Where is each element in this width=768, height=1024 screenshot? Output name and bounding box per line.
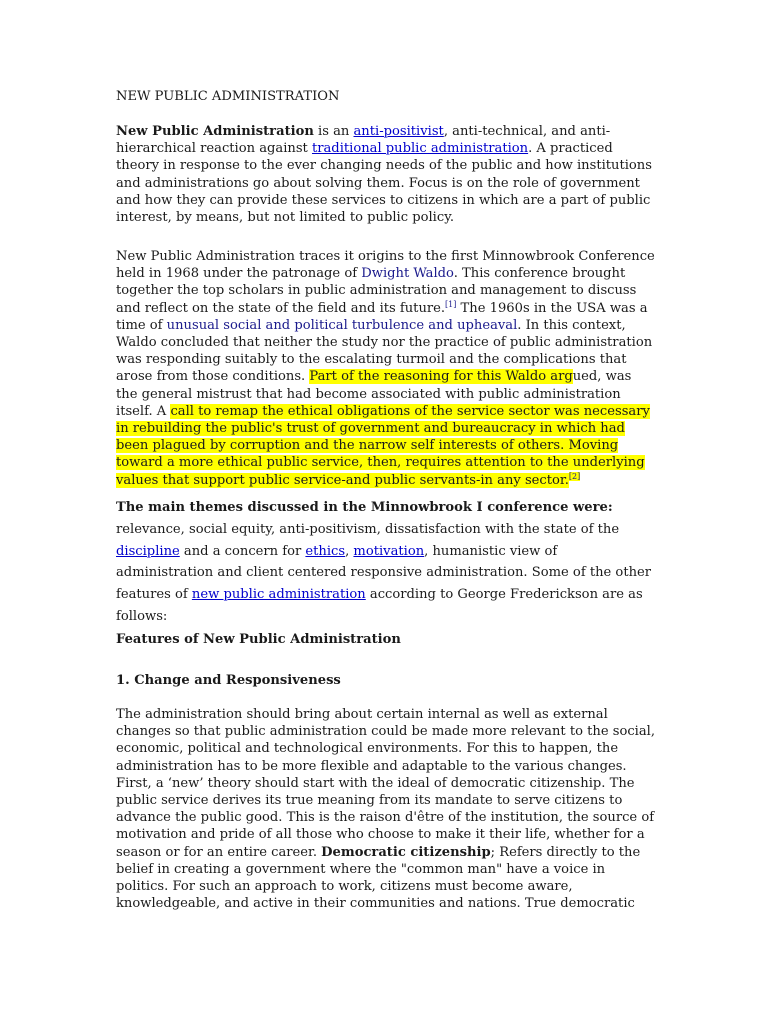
section-1-heading-text: 1. Change and Responsiveness	[116, 673, 341, 688]
intro-text-1: is an	[313, 124, 354, 139]
new-public-administration-link[interactable]: new public administration	[191, 587, 366, 603]
intro-paragraph	[116, 123, 656, 226]
origins-text-3: The 1960s in the USA was a time of	[116, 300, 648, 333]
themes-lead: The main themes discussed in the Minnowbrook I conference were:	[116, 500, 613, 515]
motivation-link[interactable]: motivation	[353, 543, 425, 559]
traditional-public-administration-link[interactable]: traditional public administration	[311, 141, 529, 157]
features-heading-text: Features of New Public Administration	[116, 632, 401, 647]
reference-1[interactable]: [1]	[445, 299, 457, 309]
intro-text-3: . A practiced theory in response to the ever changing needs of the public and how institutions and administrations go about solving them. Focus is on the role of government and how they can provide these services to citizens in which are a part of public interest, by means, but not limited to public policy.	[116, 141, 652, 226]
dwight-waldo-link[interactable]: Dwight Waldo	[361, 266, 454, 282]
themes-text-4: , humanistic view of administration and client centered responsive administration. Some of the other features of	[116, 543, 652, 603]
unusual-turbulence-link[interactable]: unusual social and political turbulence and upheaval	[166, 317, 518, 333]
ethics-link[interactable]: ethics	[305, 543, 346, 559]
discipline-link[interactable]: discipline	[116, 543, 180, 559]
origins-text-1: New Public Administration traces it origins to the first Minnowbrook Conference held in 1968 under the patronage of	[116, 249, 655, 282]
document-title: NEW PUBLIC ADMINISTRATION	[116, 89, 340, 104]
themes-text-5: according to George Frederickson are as follows:	[116, 587, 643, 624]
intro-text-2: , anti-technical, and anti-hierarchical reaction against	[116, 124, 611, 157]
themes-paragraph	[116, 497, 656, 628]
reference-2[interactable]: [2]	[568, 471, 581, 481]
features-heading	[116, 631, 656, 648]
origins-paragraph	[116, 248, 656, 489]
intro-term: New Public Administration	[116, 124, 314, 139]
origins-text-2: . This conference brought together the top scholars in public administration and management to discuss and reflect on the state of the field and its future.	[116, 266, 637, 316]
themes-text-2: and a concern for	[179, 543, 306, 559]
themes-text-1: relevance, social equity, anti-positivism, dissatisfaction with the state of the	[116, 521, 620, 537]
section-1-text-2: ; Refers directly to the belief in creating a government where the "common man" have a voice in politics. For such an approach to work, citizens must become aware, knowledgeable, and active in their communities and nations. True democratic	[116, 844, 641, 912]
themes-text-3: ,	[345, 543, 354, 559]
section-1-heading	[116, 672, 656, 689]
origins-text-4: . In this context, Waldo concluded that neither the study nor the practice of public administration was responding suitably to the escalating turmoil and the complications that arose from those conditions.	[116, 317, 653, 385]
highlight-1: Part of the reasoning for this Waldo arg	[309, 369, 573, 385]
origins-text-5: ued, was the general mistrust that had become associated with public administration itself. A	[116, 369, 632, 419]
democratic-citizenship-term: Democratic citizenship	[321, 844, 491, 860]
anti-positivist-link[interactable]: anti-positivist	[353, 124, 444, 139]
section-1-paragraph	[116, 706, 656, 912]
highlight-2: call to remap the ethical obligations of the service sector was necessary in rebuilding the public's trust of government and bureaucracy in which had been plagued by corruption and the narrow self interests of others. Moving toward a more ethical public service, then, requires attention to the underlying values that support public service-and public servants-in any sector.	[116, 403, 650, 488]
section-1-text-1: The administration should bring about certain internal as well as external changes so that public administration could be made more relevant to the social, economic, political and technological environments. For this to happen, the administration has to be more flexible and adaptable to the various changes. First, a ‘new’ theory should start with the ideal of democratic citizenship. The public service derives its true meaning from its mandate to serve citizens to advance the public good. This is the raison d'être of the institution, the source of motivation and pride of all those who choose to make it their life, whether for a season or for an entire career.	[116, 707, 656, 860]
